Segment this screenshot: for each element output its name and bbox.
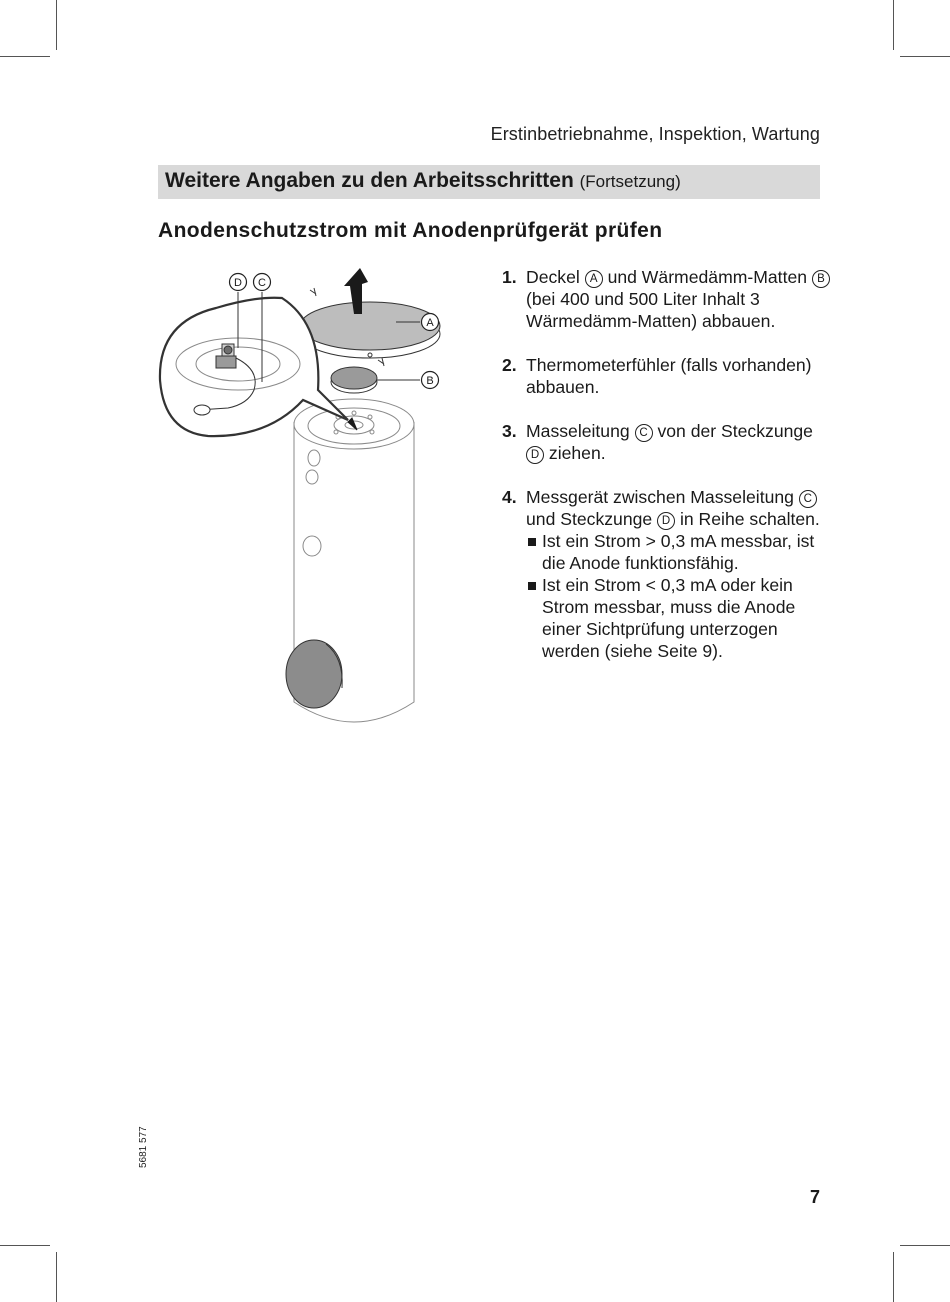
ref-marker-c: C bbox=[635, 424, 653, 442]
step-1 bbox=[502, 266, 832, 332]
section-continued: (Fortsetzung) bbox=[579, 172, 681, 191]
ref-marker-a: A bbox=[585, 270, 603, 288]
crop-mark bbox=[900, 56, 950, 57]
step-number: 2. bbox=[502, 355, 517, 375]
ref-marker-b: B bbox=[812, 270, 830, 288]
ref-marker-c: C bbox=[799, 490, 817, 508]
figure-label-b: B bbox=[426, 375, 434, 387]
subheading: Anodenschutzstrom mit Anodenprüfgerät prüfen bbox=[158, 219, 663, 242]
document-number: 5681 577 bbox=[138, 1126, 149, 1168]
ref-marker-d: D bbox=[657, 512, 675, 530]
crop-mark bbox=[0, 1245, 50, 1246]
bullet-text: Ist ein Strom > 0,3 mA messbar, ist die Anode funktionsfähig. bbox=[542, 531, 815, 573]
step-text: Masseleitung bbox=[526, 421, 630, 441]
bullet-square-icon bbox=[528, 582, 536, 590]
step-number: 1. bbox=[502, 267, 517, 287]
step-text: ziehen. bbox=[548, 443, 606, 463]
page-number: 7 bbox=[809, 1187, 820, 1207]
bullet-text: Ist ein Strom < 0,3 mA oder kein Strom messbar, muss die Anode einer Sichtprüfung unterzogen werden (siehe Seite 9). bbox=[542, 575, 796, 661]
step-text: und Steckzunge bbox=[526, 509, 653, 529]
section-title-bar bbox=[158, 165, 820, 199]
figure-label-c: C bbox=[258, 277, 266, 289]
step-4 bbox=[502, 486, 832, 662]
figure-label-d: D bbox=[234, 277, 242, 289]
step-2 bbox=[502, 354, 832, 398]
crop-mark bbox=[893, 1252, 894, 1302]
step-3 bbox=[502, 420, 832, 464]
figure-label-a: A bbox=[426, 317, 434, 329]
bullet-item bbox=[526, 530, 832, 574]
bullet-square-icon bbox=[528, 538, 536, 546]
step-number: 3. bbox=[502, 421, 517, 441]
chapter-header: Erstinbetriebnahme, Inspektion, Wartung bbox=[490, 124, 820, 144]
crop-mark bbox=[900, 1245, 950, 1246]
crop-mark bbox=[893, 0, 894, 50]
bullet-item bbox=[526, 574, 832, 662]
step-number: 4. bbox=[502, 487, 517, 507]
step-text: Thermometerfühler (falls vorhanden) abbauen. bbox=[526, 355, 812, 397]
step-text: Deckel bbox=[526, 267, 580, 287]
step-text: in Reihe schalten. bbox=[679, 509, 820, 529]
crop-mark bbox=[56, 1252, 57, 1302]
crop-mark bbox=[56, 0, 57, 50]
crop-mark bbox=[0, 56, 50, 57]
step-text: Messgerät zwischen Masseleitung bbox=[526, 487, 794, 507]
step-text: (bei 400 und 500 Liter Inhalt 3 Wärmedämm-Matten) abbauen. bbox=[526, 289, 776, 331]
anode-test-illustration bbox=[158, 262, 458, 742]
step-text: von der Steckzunge bbox=[657, 421, 813, 441]
ref-marker-d: D bbox=[526, 446, 544, 464]
instruction-steps bbox=[502, 266, 832, 684]
section-title: Weitere Angaben zu den Arbeitsschritten bbox=[165, 169, 574, 192]
step-text: und Wärmedämm-Matten bbox=[607, 267, 808, 287]
